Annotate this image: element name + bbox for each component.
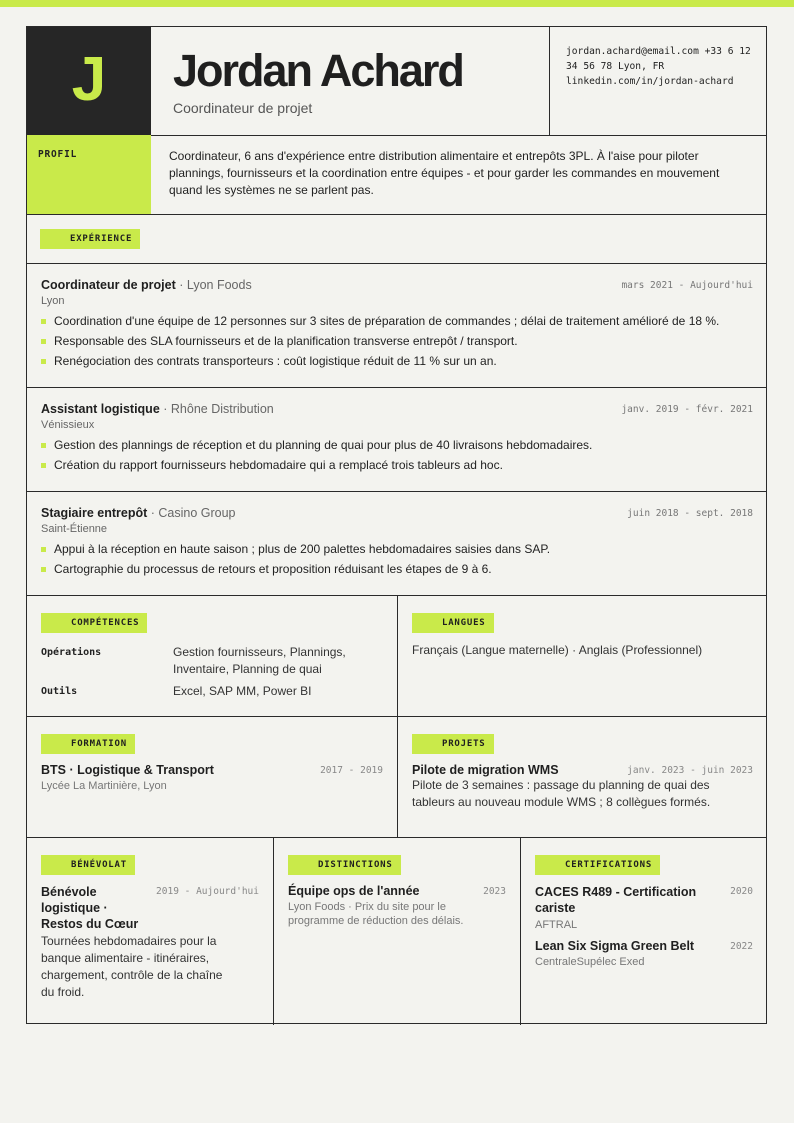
monogram-letter: J (71, 45, 107, 114)
certification-year: 2022 (730, 941, 753, 952)
project-title: Pilote de migration WMS (412, 763, 559, 777)
certification-item (535, 939, 753, 969)
school-name: Lycée La Martinière, Lyon (41, 780, 167, 792)
divider (27, 387, 766, 388)
profile-section (27, 135, 766, 215)
divider (27, 491, 766, 492)
job-bullet: Appui à la réception en haute saison ; plus de 200 palettes hebdomadaires saisies dans SAP. (41, 539, 753, 559)
job-location: Saint-Étienne (41, 523, 108, 535)
job-dates: janv. 2019 - févr. 2021 (621, 404, 753, 415)
candidate-role: Coordinateur de projet (173, 100, 313, 116)
skill-values: Excel, SAP MM, Power BI (173, 684, 312, 698)
skill-row (41, 683, 371, 701)
award-item (288, 884, 506, 928)
skills-section-tag: COMPÉTENCES (41, 613, 147, 633)
job-title-text: Assistant logistique (41, 402, 160, 416)
education-dates: 2017 - 2019 (320, 765, 383, 776)
skill-category: Outils (41, 686, 78, 697)
job-bullet: Gestion des plannings de réception et du planning de quai pour plus de 40 livraisons hebdomadaires. (41, 435, 753, 455)
awards-section-tag: DISTINCTIONS (288, 855, 401, 875)
education-section-tag: FORMATION (41, 734, 135, 754)
monogram-badge (27, 27, 151, 135)
experience-item (41, 506, 753, 579)
volunteer-description: Tournées hebdomadaires pour la banque alimentaire - itinéraires, chargement, contrôle de la chaîne du froid. (41, 934, 223, 999)
certification-issuer: CentraleSupélec Exed (535, 956, 645, 968)
skill-row (41, 644, 371, 680)
project-dates: janv. 2023 - juin 2023 (627, 765, 753, 776)
job-title-text: Stagiaire entrepôt (41, 506, 148, 520)
top-accent-bar (0, 0, 794, 7)
project-item (412, 763, 753, 811)
experience-section-tag: EXPÉRIENCE (40, 229, 140, 249)
column-divider (520, 837, 521, 1025)
certification-title: CACES R489 - Certification cariste (535, 885, 697, 915)
job-bullet: Responsable des SLA fournisseurs et de la planification transverse entrepôt / transport. (41, 331, 753, 351)
certification-item (535, 884, 753, 932)
job-company: · Lyon Foods (175, 278, 252, 292)
projects-section-tag: PROJETS (412, 734, 494, 754)
job-bullet: Cartographie du processus de retours et proposition réduisant les étapes de 9 à 6. (41, 559, 753, 579)
award-year: 2023 (483, 886, 506, 897)
volunteer-dates: 2019 - Aujourd'hui (156, 886, 259, 897)
volunteer-title: Bénévole logistique · Restos du Cœur (41, 885, 139, 931)
volunteer-item (41, 884, 259, 1001)
contact-linkedin[interactable]: linkedin.com/in/jordan-achard (566, 76, 734, 87)
skill-category: Opérations (41, 647, 102, 658)
profile-label: PROFIL (38, 149, 78, 160)
column-divider (273, 837, 274, 1025)
experience-item (41, 402, 753, 475)
job-location: Lyon (41, 295, 65, 307)
degree-title: BTS · Logistique & Transport (41, 763, 214, 777)
resume-header (27, 27, 766, 136)
skill-values: Gestion fournisseurs, Plannings, Inventaire, Planning de quai (173, 645, 346, 676)
experience-item (41, 278, 753, 371)
job-dates: mars 2021 - Aujourd'hui (621, 280, 753, 291)
profile-tag (27, 135, 151, 214)
job-company: · Rhône Distribution (159, 402, 274, 416)
job-company: · Casino Group (147, 506, 236, 520)
contact-phone-city: 34 56 78 Lyon, FR (566, 61, 665, 72)
job-location: Vénissieux (41, 419, 95, 431)
certification-issuer: AFTRAL (535, 919, 578, 931)
award-description: Lyon Foods · Prix du site pour le programme de réduction des délais. (288, 901, 464, 927)
volunteer-section-tag: BÉNÉVOLAT (41, 855, 135, 875)
job-dates: juin 2018 - sept. 2018 (627, 508, 753, 519)
divider (27, 716, 766, 717)
job-bullets (41, 311, 753, 371)
job-bullet: Coordination d'une équipe de 12 personnes sur 3 sites de préparation de commandes ; délai de traitement amélioré de 18 %. (41, 311, 753, 331)
award-title: Équipe ops de l'année (288, 884, 420, 898)
certification-title: Lean Six Sigma Green Belt (535, 939, 695, 953)
project-description: Pilote de 3 semaines : passage du planning de quai des tableurs au nouveau module WMS ; 8 collègues formés. (412, 778, 711, 809)
job-bullet: Renégociation des contrats transporteurs : coût logistique réduit de 11 % sur un an. (41, 351, 753, 371)
resume-sheet (26, 26, 767, 1024)
contact-block (549, 27, 766, 135)
certification-year: 2020 (730, 886, 753, 897)
divider (27, 837, 766, 838)
job-bullet: Création du rapport fournisseurs hebdomadaire qui a remplacé trois tableurs ad hoc. (41, 455, 753, 475)
divider (27, 263, 766, 264)
contact-email-phone[interactable]: jordan.achard@email.com +33 6 12 (566, 46, 751, 57)
job-bullets (41, 539, 753, 579)
education-item (41, 763, 383, 793)
languages-section-tag: LANGUES (412, 613, 494, 633)
job-title-text: Coordinateur de projet (41, 278, 176, 292)
candidate-name: Jordan Achard (173, 45, 463, 96)
certifications-section-tag: CERTIFICATIONS (535, 855, 660, 875)
languages-text: Français (Langue maternelle) · Anglais (Professionnel) (412, 643, 703, 657)
profile-summary: Coordinateur, 6 ans d'expérience entre distribution alimentaire et entrepôts 3PL. À l'aise pour piloter plannings, fournisseurs et la coordination entre équipes - et pour garder les commandes en mouvement quand les systèmes ne se parlent pas. (169, 149, 720, 197)
job-bullets (41, 435, 753, 475)
